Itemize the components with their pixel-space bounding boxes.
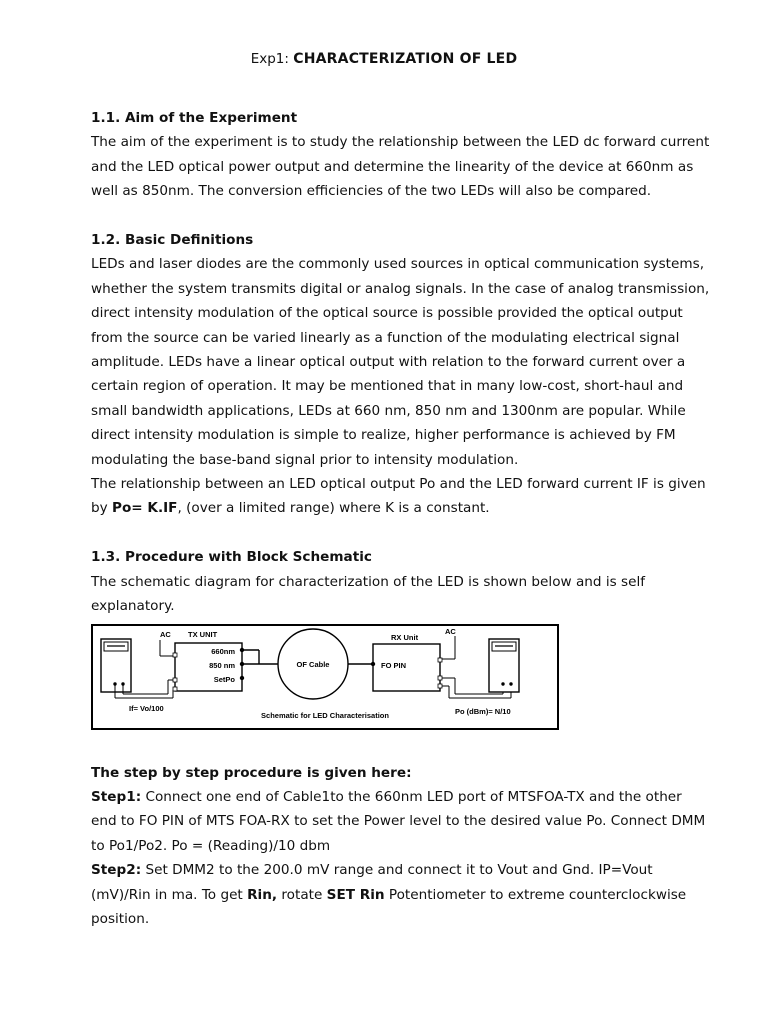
step-2-text-a: Set DMM2 to the 200.0 mV range and connect it to Vout and Gnd. IP=Vout (mV)/Rin in ma. To get (91, 862, 653, 903)
definitions-paragraph: LEDs and laser diodes are the commonly used sources in optical communication systems, whether the system transmits digital or analog signals. In the case of analog transmission, direct intensity modulation of the optical source is possible provided the optical output from the source can be varied linearly as a function of the modulating electrical signal amplitude. LEDs have a linear optical output with relation to the forward current over a certain region of operation. It may be mentioned that in many low-cost, short-haul and small bandwidth applications, LEDs at 660 nm, 850 nm and 1300nm are popular. While direct intensity modulation is simple to realize, higher performance is achieved by FM modulating the base-band signal prior to intensity modulation. (91, 256, 710, 468)
right-meter (489, 639, 519, 692)
tx-unit-title: TX UNIT (188, 629, 218, 639)
title-prefix: Exp1: (250, 51, 294, 67)
tx-unit-box (173, 643, 242, 691)
ac-left-label: AC (160, 629, 171, 639)
rx-fo-pin-label: FO PIN (381, 660, 407, 670)
relationship-formula: Po= K.IF (112, 500, 178, 517)
step-2 (91, 858, 711, 931)
if-formula-label: If= Vo/100 (129, 703, 164, 713)
of-cable (278, 629, 348, 699)
rx-unit-title: RX Unit (391, 632, 419, 642)
procedure-heading: 1.3. Procedure with Block Schematic (91, 549, 372, 566)
left-meter (101, 639, 131, 692)
tx-port-850-label: 850 nm (209, 660, 235, 670)
rx-unit-box (373, 644, 442, 691)
schematic-drawing (93, 626, 557, 728)
relationship-text-pre: The relationship between an LED optical output Po and the LED forward current IF is given by (91, 476, 706, 517)
step-1-text: Connect one end of Cable1to the 660nm LED port of MTSFOA-TX and the other end to FO PIN of MTS FOA-RX to set the Power level to the desired value Po. Connect DMM to Po1/Po2. Po = (Reading)/10 dbm (91, 788, 706, 854)
aim-heading: 1.1. Aim of the Experiment (91, 110, 298, 126)
document-body (91, 106, 711, 931)
schematic-caption: Schematic for LED Characterisation (261, 710, 389, 720)
relationship-paragraph (91, 472, 711, 521)
po-formula-label: Po (dBm)= N/10 (455, 706, 511, 716)
step-1 (91, 785, 711, 858)
right-meter-terminal-2 (509, 682, 512, 685)
step-2-set-rin: SET Rin (326, 886, 385, 903)
step-2-rin: Rin, (247, 886, 278, 903)
step-2-text-c: Potentiometer to extreme counterclockwise position. (91, 886, 687, 927)
tx-port-setpo-label: SetPo (213, 674, 235, 684)
definitions-heading: 1.2. Basic Definitions (91, 232, 254, 249)
right-meter-terminal-1 (501, 682, 504, 685)
title-main: CHARACTERIZATION OF LED (293, 51, 518, 67)
procedure-paragraph: The schematic diagram for characterization of the LED is shown below and is self explanatory. (91, 573, 646, 615)
tx-port-660-label: 660nm (211, 646, 235, 656)
step-2-text-b: rotate (277, 886, 327, 903)
of-cable-label: OF Cable (296, 659, 330, 669)
step-1-label: Step1: (91, 788, 142, 805)
relationship-text-post: , (over a limited range) where K is a constant. (177, 500, 490, 517)
aim-paragraph: The aim of the experiment is to study the relationship between the LED dc forward current and the LED optical power output and determine the linearity of the device at 660nm as well as 850nm. The conversion efficiencies of the two LEDs will also be compared. (91, 134, 710, 200)
steps-heading: The step by step procedure is given here: (91, 764, 412, 781)
step-2-label: Step2: (91, 862, 142, 879)
block-schematic (91, 624, 559, 730)
page-title (0, 51, 768, 67)
ac-right-label: AC (445, 626, 456, 636)
